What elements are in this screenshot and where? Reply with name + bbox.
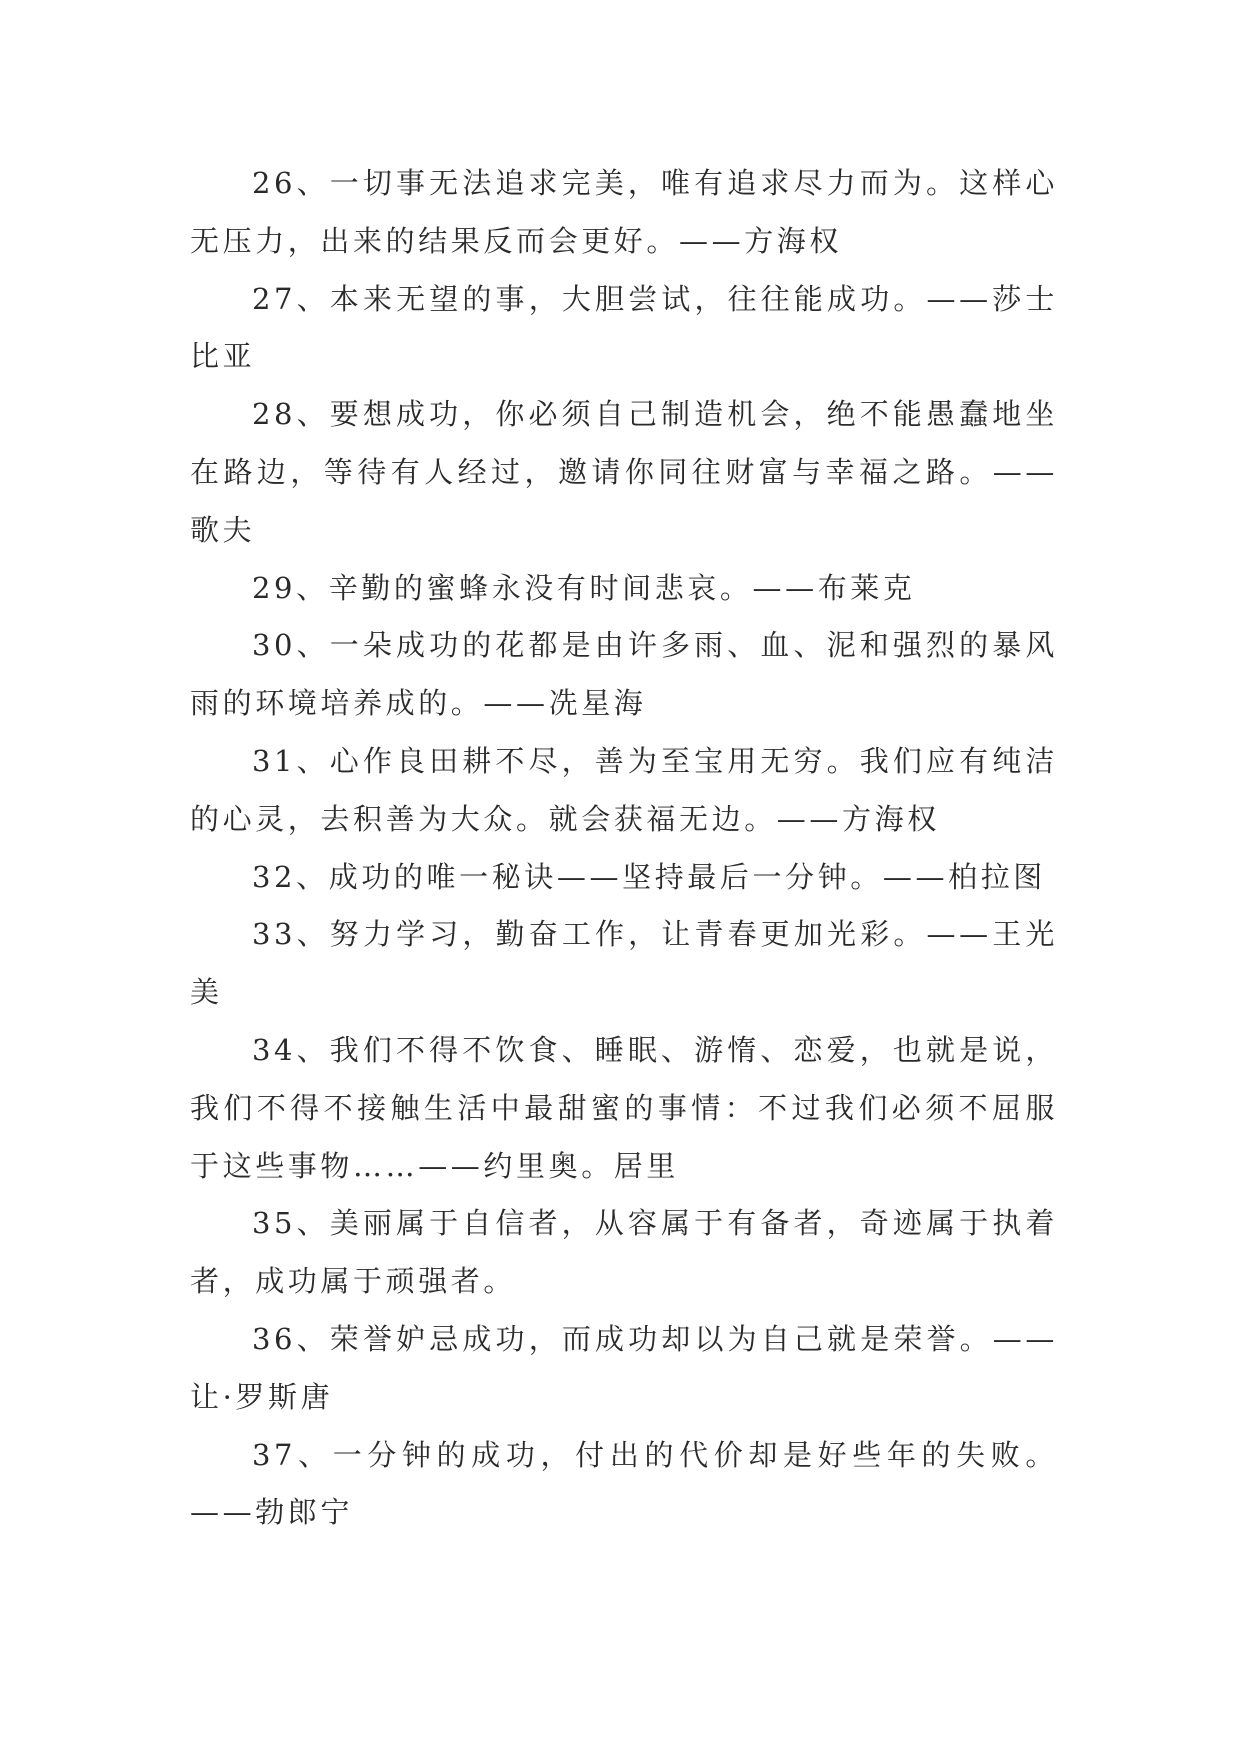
quote-paragraph-33: 33、努力学习，勤奋工作，让青春更加光彩。——王光美: [190, 917, 1058, 1010]
quote-paragraph-31: 31、心作良田耕不尽，善为至宝用无穷。我们应有纯洁的心灵，去积善为大众。就会获福无边。——方海权: [190, 743, 1058, 836]
quote-paragraph-30: 30、一朵成功的花都是由许多雨、血、泥和强烈的暴风雨的环境培养成的。——冼星海: [190, 628, 1058, 721]
quote-paragraph-29: 29、辛勤的蜜蜂永没有时间悲哀。——布莱克: [252, 570, 916, 605]
quote-paragraph-37: 37、一分钟的成功，付出的代价却是好些年的失败。——勃郎宁: [190, 1437, 1058, 1530]
quote-paragraph-35: 35、美丽属于自信者，从容属于有备者，奇迹属于执着者，成功属于顽强者。: [190, 1206, 1058, 1299]
quote-paragraph-28: 28、要想成功，你必须自己制造机会，绝不能愚蠢地坐在路边，等待有人经过，邀请你同往财富与幸福之路。——歌夫: [190, 397, 1058, 547]
quote-paragraph-34: 34、我们不得不饮食、睡眠、游惰、恋爱，也就是说，我们不得不接触生活中最甜蜜的事情：不过我们必须不屈服于这些事物……——约里奥。居里: [190, 1032, 1058, 1183]
quote-paragraph-32: 32、成功的唯一秘诀——坚持最后一分钟。——柏拉图: [252, 859, 1046, 894]
quote-paragraph-27: 27、本来无望的事，大胆尝试，往往能成功。——莎士比亚: [190, 281, 1058, 374]
document-body: [190, 155, 1058, 1542]
quote-paragraph-26: 26、一切事无法追求完美，唯有追求尽力而为。这样心无压力，出来的结果反而会更好。——方海权: [190, 166, 1058, 258]
quote-paragraph-36: 36、荣誉妒忌成功，而成功却以为自己就是荣誉。——让·罗斯唐: [190, 1321, 1058, 1414]
